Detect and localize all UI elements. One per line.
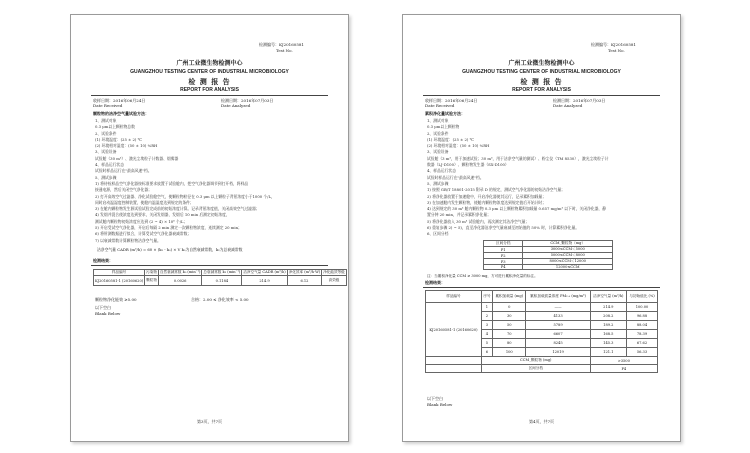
date-received: 收样日期：2016年06月24日 <box>93 98 146 103</box>
table-cell: 高效级 <box>322 276 347 286</box>
table-cell: 30 <box>493 312 526 321</box>
organization-name-en: GUANGZHOU TESTING CENTER OF INDUSTRIAL MICROBIOLOGY <box>130 69 289 75</box>
table-cell: 70 <box>493 330 526 339</box>
range-grade-table <box>483 240 613 270</box>
table-cell: 3 <box>481 321 492 330</box>
date-received-en: Date Received <box>93 103 123 108</box>
table-header-cell: 区间分档 <box>484 241 523 247</box>
results-table <box>93 269 347 286</box>
table-row <box>484 265 613 270</box>
method-line: 4) 达到规定的 30 m³ 舱内颗粒物 0.3 μm 以上颗粒物累积加载量 0.657 mg/m³ 以下时，关闭净化器，静 <box>427 206 607 212</box>
table-cell: 0.1184 <box>202 276 242 286</box>
method-line: 4、样品运行状态 <box>95 162 124 168</box>
table-cell: P2 <box>484 253 523 259</box>
date-analyzed-en: Date Analyzed <box>553 103 583 108</box>
table-cell: 189.2 <box>590 321 626 330</box>
method-line: 6、区间分档 <box>427 231 449 237</box>
method-line: 0.3 μm以上颗粒物 <box>427 124 460 130</box>
table-cell: 1 <box>481 303 492 312</box>
method-line: 3、试验设备 <box>95 149 117 155</box>
method-line: 6) 重复步骤 2) ~ 5)，直至净化器洁净空气量衰减至初始值的 50% 时，计算累积净化量。 <box>427 225 580 231</box>
report-title-en: REPORT FOR ANALYSIS <box>512 87 571 93</box>
method-line: 试验时样品运行在"最高风速"档。 <box>427 174 484 180</box>
table-header-cell: 污染物 <box>146 270 157 274</box>
table-header-cell: 与初始值比 (%) <box>627 291 658 303</box>
method-line: 3) 在加速舱内发生颗粒物，使舱内颗粒物浓度达到规定值后开始计时； <box>427 199 547 205</box>
blank-below-cn: 以下空白 <box>427 396 443 401</box>
method-line: 4、样品运行状态 <box>427 168 456 174</box>
organization-name-en: GUANGZHOU TESTING CENTER OF INDUSTRIAL MICROBIOLOGY <box>462 69 621 75</box>
table-header-cell: 样品编号 <box>426 291 482 303</box>
table-cell: 8245 <box>526 339 590 348</box>
table-cell: 214.9 <box>590 303 626 312</box>
results-label: 检测结果： <box>425 280 445 285</box>
method-line: 1、测试对象 <box>95 118 117 123</box>
table-header-cell: 净化能效等级 <box>323 270 345 274</box>
table-cell: 3000≤CCM＜5000 <box>523 247 613 253</box>
date-received-en: Date Received <box>425 103 455 108</box>
table-cell: 6 <box>481 348 492 357</box>
method-line: 测试舱内颗粒物初始浓度应达到 (2 ~ 4) × 10⁶ 个/L； <box>95 218 188 224</box>
table-row <box>426 303 658 312</box>
table-cell: 121.1 <box>590 348 626 357</box>
report-title-cn: 检 测 报 告 <box>520 77 563 86</box>
table-cell: 100 <box>493 348 526 357</box>
table-header-row <box>426 291 658 303</box>
table-cell: 214.9 <box>242 276 287 286</box>
method-line: 数器（LJ-D100）、颗粒物发生器（SX-D100） <box>427 162 509 168</box>
table-cell: 78.39 <box>627 330 658 339</box>
method-line: 5、测试步骤 <box>95 174 117 180</box>
ccm-value-cell: >3500 <box>590 357 657 365</box>
method-line: 接通电源，然后关闭空气净化器； <box>95 187 152 193</box>
method-line: 3、试验设备 <box>427 149 449 155</box>
table-cell: 168.5 <box>590 330 626 339</box>
report-number: 检测编号：KJ20160581 <box>259 42 304 47</box>
table-cell: 6607 <box>526 330 590 339</box>
table-header-cell: 洁净空气量 (m³/h) <box>590 291 626 303</box>
table-cell: 0 <box>493 303 526 312</box>
table-cell: 5 <box>481 339 492 348</box>
method-line: 2) 打开高效空气过滤器、净化试验舱空气，使颗粒物粒径在 0.3 μm 以上颗粒子背景浓度小于1000 个/L， <box>95 193 275 199</box>
method-line: 3) 在舱内颗粒物发生源试验试验完成前的初始浓度计算。记录背景浓度值，关闭高效空气过滤器； <box>95 206 260 212</box>
blank-below-en: Blank Below <box>427 402 453 407</box>
page-number: 第4页，共7页 <box>528 419 555 424</box>
method-line: (2) 环境相对湿度：(50 ± 10) %RH <box>95 143 158 149</box>
results-table <box>425 290 658 373</box>
page-number: 第3页，共7页 <box>196 419 223 424</box>
table-cell: 2 <box>481 312 492 321</box>
method-line: 同时启动温湿度控制装置，使舱内温湿度达到规定的条件； <box>95 199 194 205</box>
method-line: 5、测试步骤 <box>427 180 449 186</box>
grade-label-cell: 区间分档 <box>481 365 590 373</box>
table-header-cell: 序号 <box>481 291 492 303</box>
method-line: 1) 将待检样品空气净化器按标准要求放置于试验舱内，把空气净化器调节到打开档，将样品 <box>95 180 249 186</box>
organization-name-cn: 广州工业微生物检测中心 <box>508 60 575 67</box>
range-note: 注：当累积净化量 CCM ≥ 3000 mg，方可进行累积净化量的标注。 <box>427 274 538 278</box>
method-line: 6) 将所测数据进行拟合，计算受试空气净化器衰减常数； <box>95 231 192 237</box>
sample-id-cell: KJ20160581-1 (20160620) <box>426 303 482 357</box>
table-cell: 56.33 <box>627 348 658 357</box>
results-divider <box>91 265 328 266</box>
table-cell: 4 <box>481 330 492 339</box>
method-line: 7) 以衰减常数计算颗粒物洁净空气量。 <box>95 237 161 243</box>
method-line: 试验舱（30 m³）、激光尘埃粒子计数器、烟雾器 <box>95 155 179 161</box>
table-cell: KJ20160581-1 (20160620) <box>94 276 145 286</box>
table-cell: P4 <box>484 265 523 270</box>
table-header-cell: 净化效率 (m³/h·W) <box>288 270 321 274</box>
test-number-label: Test No. <box>608 48 625 53</box>
method-line: 5) 开启受试空气净化器，开启后每隔 2 min 测定一次颗粒物浓度，连续测定 20 min； <box>95 225 242 231</box>
section-title: 颗粒物的洁净空气量试验方法： <box>93 111 149 116</box>
table-header-cell: 样品编号 <box>94 270 145 276</box>
table-cell: 4133 <box>526 312 590 321</box>
blank-below-en: Blank Below <box>95 311 121 316</box>
method-line: 5) 将净化器放入 30 m³ 试验舱内，再次测定其洁净空气量； <box>427 218 530 224</box>
table-cell: 0.0026 <box>158 276 201 286</box>
method-line: (2) 环境相对湿度：(50 ± 10) %RH <box>427 143 490 149</box>
results-label: 检测结果： <box>93 258 113 263</box>
method-line: 试验舱（3 m³，用于加速试验；30 m³，用于洁净空气量的测试）、粉尘仪（TM 8530），激光尘埃粒子计 <box>427 155 609 161</box>
blank-below-cn: 以下空白 <box>95 305 111 310</box>
table-header-cell: 自然衰减常数 k₀ (min⁻¹) <box>159 270 201 274</box>
table-cell: 12000≤CCM <box>523 265 613 270</box>
table-cell: 颗粒物 <box>145 276 159 286</box>
table-note: 颗粒物净化能效 ≥5.00 <box>95 297 137 302</box>
table-cell: 96.88 <box>627 312 658 321</box>
header-divider <box>91 95 328 96</box>
table-cell: 100.00 <box>627 303 658 312</box>
table-note: 合格：2.00 ≤ 净化效率 < 5.00 <box>191 297 249 302</box>
method-body <box>427 118 657 238</box>
method-line: (1) 环境温度：(25 ± 2) ℃ <box>427 136 474 142</box>
date-analyzed: 检测日期：2016年07月03日 <box>553 98 606 103</box>
method-body <box>95 118 325 244</box>
header-divider <box>423 95 660 96</box>
method-line: 4) 发烟并混合使浓度达到要求，关闭发烟器，发烟后 10 min 后测定初始浓度， <box>95 212 230 218</box>
method-line: 0.3 μm以上颗粒物总数 <box>95 124 135 130</box>
table-header-cell: 洁净空气量 CADR (m³/h) <box>243 270 286 274</box>
test-number-label: Test No. <box>276 48 293 53</box>
table-row <box>426 365 658 373</box>
cadr-formula: 洁净空气量 CADR (m³/h) = 60 × (k₂ - k₀) × V k₀为自然衰减常数，k₂为总衰减常数 <box>97 247 243 252</box>
table-cell: 5789 <box>526 321 590 330</box>
table-header-cell: 总衰减常数 k₂ (min⁻¹) <box>203 270 241 274</box>
report-page-4 <box>402 14 681 442</box>
section-title: 累积净化量试验方法： <box>425 111 465 116</box>
method-line: 2、试验条件 <box>427 130 449 136</box>
table-cell: 88.04 <box>627 321 658 330</box>
method-line: 试验时样品运行在"最高风速"档。 <box>95 168 152 174</box>
table-cell: P3 <box>484 259 523 265</box>
table-cell: —— <box>526 303 590 312</box>
table-cell: 67.62 <box>627 339 658 348</box>
table-cell: 5000≤CCM＜8000 <box>523 253 613 259</box>
table-cell: P1 <box>484 247 523 253</box>
report-number: 检测编号：KJ20160581 <box>591 42 636 47</box>
organization-name-cn: 广州工业微生物检测中心 <box>176 60 243 67</box>
table-cell: 80 <box>493 339 526 348</box>
table-row <box>94 276 347 286</box>
table-row <box>426 357 658 365</box>
table-header-cell: 累积加载质量浓度 PM₂.₅ (mg/m³) <box>526 291 590 303</box>
table-header-cell: CCM_颗粒物（mg） <box>523 241 613 247</box>
table-cell: 6.12 <box>287 276 322 286</box>
method-line: 1、测试对象 <box>427 118 449 123</box>
date-analyzed: 检测日期：2016年07月03日 <box>221 98 274 103</box>
results-divider <box>423 287 660 288</box>
method-line: 2、试验条件 <box>95 130 117 136</box>
method-line: 1) 按照 GB/T 18801-2015 附录 D 的规定，测试空气净化器的初始洁净空气量； <box>427 187 565 193</box>
method-line: 置分钟 20 min，并记录累积净化量； <box>427 212 491 218</box>
date-analyzed-en: Date Analyzed <box>221 103 251 108</box>
report-page-3 <box>70 14 349 442</box>
table-header-cell: 累积加载量 (mg) <box>493 291 526 303</box>
report-title-en: REPORT FOR ANALYSIS <box>180 87 239 93</box>
table-cell: 208.2 <box>590 312 626 321</box>
date-received: 收样日期：2016年06月24日 <box>425 98 478 103</box>
grade-value-cell: P4 <box>590 365 657 373</box>
table-cell: 50 <box>493 321 526 330</box>
method-line: 2) 将净化器放置于加速舱中，开启净化器使其运行，记录累积加载量； <box>427 193 547 199</box>
table-cell: 8000≤CCM＜12000 <box>523 259 613 265</box>
method-line: (1) 环境温度：(25 ± 2) ℃ <box>95 136 142 142</box>
table-cell: 12019 <box>526 348 590 357</box>
table-cell: 145.3 <box>590 339 626 348</box>
ccm-label-cell: CCM_颗粒物 (mg) <box>481 357 590 365</box>
report-title-cn: 检 测 报 告 <box>188 77 231 86</box>
